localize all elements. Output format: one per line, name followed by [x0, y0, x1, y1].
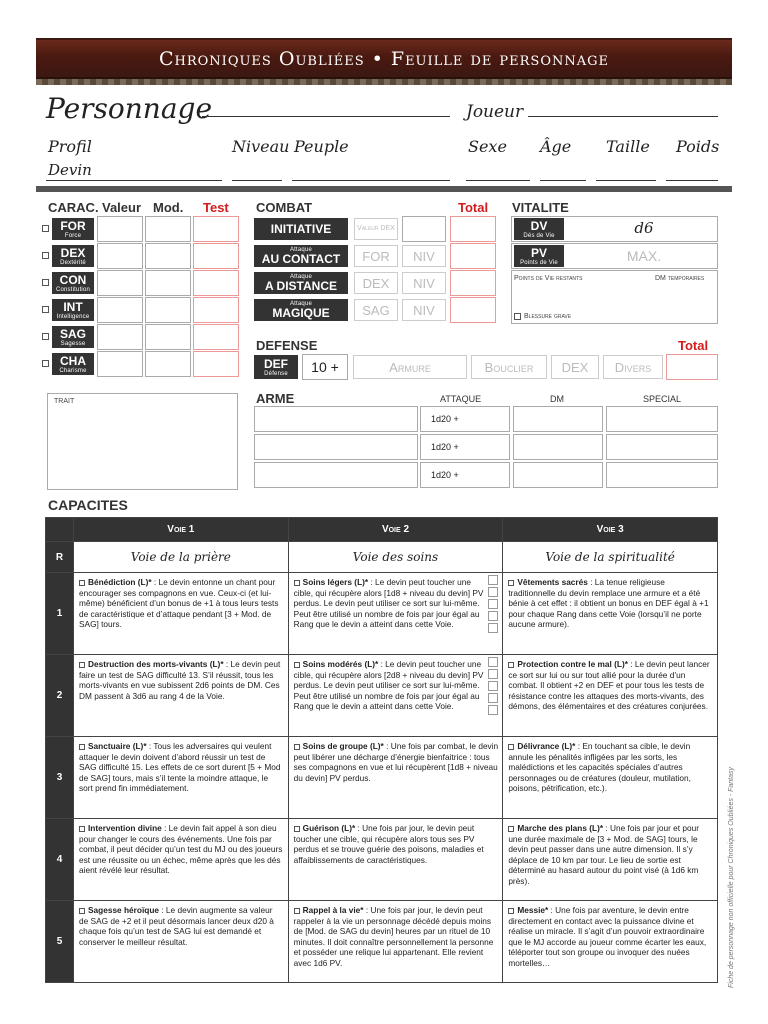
capacite-checkbox[interactable] [79, 908, 85, 914]
peuple-label: Peuple [294, 137, 349, 156]
rank-number: 4 [46, 819, 74, 901]
capacite-cell [74, 737, 289, 819]
capacite-checkbox[interactable] [79, 662, 85, 668]
capacite-cell [503, 573, 718, 655]
contact-for-ghost: FOR [354, 245, 398, 267]
distance-dex-ghost: DEX [354, 272, 398, 294]
carac-test-field[interactable] [193, 270, 239, 296]
carac-mod-field[interactable] [145, 297, 191, 323]
capacite-row [46, 655, 718, 737]
trait-label: TRAIT [54, 398, 75, 405]
taille-label: Taille [606, 137, 650, 156]
magique-niv-ghost: NIV [402, 299, 446, 321]
carac-valeur-field[interactable] [97, 243, 143, 269]
carac-mod-field[interactable] [145, 270, 191, 296]
carac-row [40, 216, 240, 242]
uses-checkboxes [488, 575, 498, 633]
capacite-cell [288, 655, 503, 737]
capacite-text: : Le devin fait appel à son dieu pour changer le cours des événements. Une fois par combat, il peut décider qu’un test du MJ ou des joueurs est une réussite ou un échec, même après que les dés aient révélé leur résultat. [79, 823, 283, 876]
initiative-mod-field[interactable] [402, 216, 446, 242]
capacite-title: Sanctuaire (L)* [88, 741, 147, 751]
carac-checkbox[interactable] [42, 279, 49, 286]
def-sub: Défense [264, 371, 288, 377]
capacite-cell [288, 901, 503, 983]
carac-fullname: Intelligence [56, 314, 90, 320]
carac-valeur-header: Valeur [102, 200, 142, 215]
capacite-checkbox[interactable] [508, 826, 514, 832]
sheet-banner [36, 38, 732, 80]
capacite-text: : Le devin peut toucher une cible, qui récupère alors [2d8 + niveau du devin] PV perdus. Le devin peut utiliser ce sort sur lui-même. Peut être utilisé un nombre de fois par jour égal au Rang que le devin a atteint dans cette Voie. [293, 659, 484, 712]
capacite-cell [503, 737, 718, 819]
arme-special-header: SPECIAL [643, 394, 682, 404]
carac-mod-header: Mod. [153, 200, 184, 215]
arme-special-field[interactable] [606, 434, 718, 460]
carac-checkbox[interactable] [42, 360, 49, 367]
carac-mod-field[interactable] [145, 216, 191, 242]
carac-row [40, 324, 240, 350]
capacite-checkbox[interactable] [294, 580, 300, 586]
personnage-label: Personnage [46, 92, 213, 125]
carac-checkbox[interactable] [42, 306, 49, 313]
use-checkbox[interactable] [488, 681, 498, 691]
capacite-text: : Le devin entonne un chant pour encourager ses compagnons en vue. Ceux-ci (et lui-même) bénéficient d’un bonus de +1 à tous leurs tests de caractéristique et d’attaque pendant [3 + Mod. de SAG] tours. [79, 577, 279, 630]
pv-max-ghost[interactable]: MAX. [626, 248, 662, 264]
capacite-title: Marche des plans (L)* [517, 823, 604, 833]
carac-valeur-field[interactable] [97, 324, 143, 350]
carac-valeur-field[interactable] [97, 351, 143, 377]
capacite-row [46, 901, 718, 983]
arme-name-field[interactable] [254, 434, 418, 460]
arme-attaque-header: ATTAQUE [440, 394, 482, 404]
magique-sag-ghost: SAG [354, 299, 398, 321]
magique-total-field[interactable] [450, 297, 496, 323]
carac-checkbox[interactable] [42, 225, 49, 232]
carac-label [52, 326, 94, 348]
contact-text: AU CONTACT [261, 252, 341, 266]
use-checkbox[interactable] [488, 693, 498, 703]
capacite-title: Délivrance (L)* [517, 741, 576, 751]
capacite-text: : Le devin peut toucher une cible, qui récupère alors [1d8 + niveau du devin] PV perdus. Le devin peut utiliser ce sort sur lui-même. Peut être utilisé un nombre de fois par jour égal au Rang que le devin a atteint dans cette Voie. [293, 577, 484, 630]
carac-label [52, 245, 94, 267]
armure-ghost[interactable]: Armure [353, 355, 467, 379]
side-note [718, 760, 735, 1000]
carac-abbr: SAG [59, 327, 86, 341]
carac-fullname: Force [64, 233, 82, 239]
rank-number: 2 [46, 655, 74, 737]
bouclier-ghost[interactable]: Bouclier [471, 355, 547, 379]
capacite-title: Soins de groupe (L)* [302, 741, 384, 751]
distance-text: A DISTANCE [265, 279, 337, 293]
capacite-cell [74, 819, 289, 901]
initiative-total-field[interactable] [450, 216, 496, 242]
capacite-checkbox[interactable] [294, 908, 300, 914]
distance-sub: Attaque [289, 274, 313, 280]
capacite-text: : Une fois par jour, le devin peut rappeler à la vie un personnage décédé depuis moins de [Mod. de SAG du devin] heures par un rituel de 10 minutes. Il doit connaître personnellement la personne et posséder une relique lui appartenant. Elle revient avec 1d6 PV. [293, 905, 494, 968]
def-label [254, 355, 298, 379]
use-checkbox[interactable] [488, 599, 498, 609]
contact-label [254, 245, 348, 267]
rank-number: 5 [46, 901, 74, 983]
capacite-text: : Le devin augmente sa valeur de SAG de +2 et il peut désormais lancer deux d20 à chaque fois qu’un test de SAG lui est demandé et conserver le meilleur résultat. [79, 905, 274, 947]
use-checkbox[interactable] [488, 575, 498, 585]
use-checkbox[interactable] [488, 611, 498, 621]
carac-fullname: Sagesse [60, 341, 86, 347]
arme-dm-field[interactable] [513, 434, 603, 460]
defense-total-header: Total [678, 338, 709, 353]
use-checkbox[interactable] [488, 587, 498, 597]
capacite-title: Sagesse héroïque [88, 905, 160, 915]
initiative-dex-ghost: Valeur DEX [354, 218, 398, 240]
arme-dm-header: DM [550, 394, 564, 404]
blessure-label: Blessure grave [524, 313, 572, 320]
carac-label [52, 218, 94, 240]
capacite-checkbox[interactable] [79, 580, 85, 586]
sexe-label: Sexe [468, 137, 507, 156]
joueur-input[interactable] [528, 116, 718, 117]
capacite-text: : Le devin peut lancer ce sort sur lui ou sur tout allié pour la durée d’un combat. Il obtient +2 en DEF et pour tous les tests de résistance contre les attaques des morts-vivants, des démons, des élémentaires et des créatures conjurées. [508, 659, 710, 712]
carac-row [40, 351, 240, 377]
capacite-title: Guérison (L)* [302, 823, 356, 833]
dv-text: DV [530, 219, 548, 233]
pv-restants-label: Points de Vie restants [514, 275, 583, 282]
use-checkbox[interactable] [488, 657, 498, 667]
capacite-checkbox[interactable] [508, 744, 514, 750]
arme-special-field[interactable] [606, 406, 718, 432]
carac-fullname: Charisme [59, 368, 87, 374]
niveau-input[interactable] [232, 180, 282, 181]
pv-label [514, 245, 564, 267]
dv-value[interactable]: d6 [634, 219, 654, 237]
carac-mod-field[interactable] [145, 243, 191, 269]
header-separator [36, 186, 732, 192]
carac-label [52, 353, 94, 375]
carac-test-field[interactable] [193, 297, 239, 323]
capacite-checkbox[interactable] [294, 662, 300, 668]
side-note-text: Fiche de personnage non officielle pour Chroniques Oubliées - Fantasy [728, 766, 735, 988]
voie-2-header: Voie 2 [288, 518, 503, 542]
capacite-cell [503, 655, 718, 737]
dm-temp-label: DM temporaires [655, 275, 705, 282]
capacite-title: Soins modérés (L)* [302, 659, 379, 669]
magique-text: MAGIQUE [272, 306, 330, 320]
carac-test-header: Test [203, 200, 229, 215]
vitalite-header: VITALITE [512, 200, 569, 215]
carac-label [52, 299, 94, 321]
def-total-field[interactable] [666, 354, 718, 380]
carac-abbr: DEX [60, 246, 86, 260]
rank-number: 1 [46, 573, 74, 655]
capacite-cell [288, 819, 503, 901]
carac-test-field[interactable] [193, 216, 239, 242]
capacite-text: : Tous les adversaires qui veulent attaquer le devin doivent d’abord réussir un test de SAG difficulté 15. Les effets de ce sort durent [5 + Mod de SAG] tours, mais s’il tente la moindre attaque, le sort prend fin immédiatement. [79, 741, 281, 794]
capacites-header-row [46, 518, 718, 542]
capacite-text: : Le devin peut faire un test de SAG difficulté 13. S’il réussit, tous les morts-vivants en vue subissent 2d6 points de DM. Ces DM passent à 3d6 au rang 4 de la Voie. [79, 659, 281, 701]
capacite-cell [288, 573, 503, 655]
capacites-corner [46, 518, 74, 542]
carac-abbr: CON [59, 273, 87, 287]
capacite-cell [288, 737, 503, 819]
contact-total-field[interactable] [450, 243, 496, 269]
carac-checkbox[interactable] [42, 333, 49, 340]
capacite-text: : Une fois par jour et pour une durée maximale de [3 + Mod. de SAG] tours, le devin peut passer dans une autre dimension. Il s’y déplace de 10 km par tour. Le lieu de sortie est déterminé au hasard autour du point visé (à 1d6 km près). [508, 823, 700, 886]
magique-label [254, 299, 348, 321]
arme-special-field[interactable] [606, 462, 718, 488]
arme-attaque-field[interactable]: 1d20 + [420, 434, 510, 460]
sheet-title: Chroniques Oubliées • Feuille de personnage [158, 47, 610, 70]
capacite-text: : Une fois par combat, le devin peut libérer une décharge d’énergie bienfaitrice : tous ses compagnons en vue et lui récupèrent [1d8 + niveau du devin] PV perdus. [293, 741, 499, 783]
pv-text: PV [530, 246, 547, 260]
capacite-cell [503, 819, 718, 901]
pv-sub: Points de Vie [520, 260, 558, 266]
arme-name-field[interactable] [254, 462, 418, 488]
arme-name-field[interactable] [254, 406, 418, 432]
arme-header: ARME [256, 391, 295, 406]
capacite-title: Rappel à la vie* [302, 905, 364, 915]
divers-ghost[interactable]: Divers [603, 355, 663, 379]
capacite-title: Protection contre le mal (L)* [517, 659, 628, 669]
capacite-checkbox[interactable] [294, 744, 300, 750]
capacite-checkbox[interactable] [508, 662, 514, 668]
rank-header: R [46, 542, 74, 573]
distance-total-field[interactable] [450, 270, 496, 296]
voie-3-name[interactable]: Voie de la spiritualité [503, 542, 718, 573]
carac-label [52, 272, 94, 294]
carac-row [40, 243, 240, 269]
arme-dm-field[interactable] [513, 406, 603, 432]
capacite-text: : La tenue religieuse traditionnelle du devin remplace une armure et a été bénie à cet effet : il obtient un bonus en DEF égal à +1 pour chaque Rang dans cette Voie (lorsqu’il ne porte aucune armure). [508, 577, 709, 630]
arme-attaque-field[interactable]: 1d20 + [420, 406, 510, 432]
def-base: 10 + [302, 354, 348, 380]
carac-abbr: FOR [60, 219, 86, 233]
profil-input-line [46, 180, 222, 181]
combat-total-header: Total [458, 200, 489, 215]
trait-box[interactable] [47, 393, 238, 490]
capacite-cell [74, 901, 289, 983]
combat-header: COMBAT [256, 200, 313, 215]
blessure-grave [514, 313, 571, 320]
uses-checkboxes [488, 657, 498, 715]
capacites-table [45, 517, 718, 983]
voie-1-name[interactable]: Voie de la prière [74, 542, 289, 573]
carac-valeur-field[interactable] [97, 297, 143, 323]
carac-mod-field[interactable] [145, 351, 191, 377]
capacite-text: : En touchant sa cible, le devin annule les pénalités infligées par les sorts, les malédictions et les capacités spéciales d’autres personnages ou de créatures (douleur, mutilation, poisons, pétrification, etc.). [508, 741, 691, 794]
voie-3-header: Voie 3 [503, 518, 718, 542]
capacite-checkbox[interactable] [508, 908, 514, 914]
capacite-cell [503, 901, 718, 983]
carac-abbr: CHA [60, 354, 86, 368]
rank-number: 3 [46, 737, 74, 819]
defense-header: DEFENSE [256, 338, 318, 353]
carac-mod-field[interactable] [145, 324, 191, 350]
blessure-checkbox[interactable] [514, 313, 521, 320]
def-dex-ghost[interactable]: DEX [551, 355, 599, 379]
capacite-checkbox[interactable] [79, 744, 85, 750]
personnage-input[interactable] [202, 116, 450, 117]
capacite-row [46, 737, 718, 819]
taille-input[interactable] [596, 180, 656, 181]
dv-label [514, 218, 564, 240]
age-label: Âge [540, 137, 572, 156]
carac-fullname: Constitution [55, 287, 91, 293]
capacite-row [46, 819, 718, 901]
capacite-title: Messie* [517, 905, 549, 915]
capacite-text: : Une fois par jour, le devin peut toucher une cible, qui récupère alors tous ses PV perdus et se trouve guérie des poisons, maladies et affaiblissements de caractéristiques. [293, 823, 484, 865]
age-input[interactable] [540, 180, 586, 181]
def-text: DEF [264, 357, 288, 371]
dv-sub: Dés de Vie [523, 233, 555, 239]
poids-label: Poids [676, 137, 720, 156]
distance-label [254, 272, 348, 294]
profil-label: Profil [48, 137, 92, 156]
capacite-title: Destruction des morts-vivants (L)* [88, 659, 224, 669]
capacite-checkbox[interactable] [79, 826, 85, 832]
capacite-checkbox[interactable] [294, 826, 300, 832]
joueur-label: Joueur [466, 102, 524, 122]
carac-test-field[interactable] [193, 351, 239, 377]
capacite-row [46, 573, 718, 655]
initiative-label: INITIATIVE [254, 218, 348, 240]
capacites-header: CAPACITES [48, 497, 128, 513]
carac-fullname: Dextérité [60, 260, 86, 266]
peuple-input[interactable] [292, 180, 450, 181]
use-checkbox[interactable] [488, 705, 498, 715]
carac-valeur-field[interactable] [97, 270, 143, 296]
voie-2-name[interactable]: Voie des soins [288, 542, 503, 573]
arme-attaque-field[interactable]: 1d20 + [420, 462, 510, 488]
carac-abbr: INT [63, 300, 83, 314]
magique-sub: Attaque [289, 301, 313, 307]
carac-test-field[interactable] [193, 243, 239, 269]
voie-names-row [46, 542, 718, 573]
contact-niv-ghost: NIV [402, 245, 446, 267]
carac-row [40, 270, 240, 296]
distance-niv-ghost: NIV [402, 272, 446, 294]
capacite-checkbox[interactable] [508, 580, 514, 586]
banner-ribbon [36, 79, 732, 85]
capacite-title: Bénédiction (L)* [88, 577, 152, 587]
capacite-cell [74, 655, 289, 737]
carac-header: CARAC. [48, 200, 99, 215]
carac-row [40, 297, 240, 323]
arme-dm-field[interactable] [513, 462, 603, 488]
capacite-text: : Une fois par aventure, le devin entre directement en contact avec la puissance divine et réalise un miracle. Il s’agit d’un pouvoir extraordinaire que le MJ accorde au joueur comme écarter les eaux, téléporter tout son groupe ou invoquer des nuées mortelles… [508, 905, 707, 968]
carac-test-field[interactable] [193, 324, 239, 350]
capacite-title: Vêtements sacrés [517, 577, 588, 587]
capacite-cell [74, 573, 289, 655]
profil-value[interactable]: Devin [48, 161, 92, 179]
use-checkbox[interactable] [488, 623, 498, 633]
use-checkbox[interactable] [488, 669, 498, 679]
carac-rows [40, 216, 240, 384]
capacite-title: Soins légers (L)* [302, 577, 369, 587]
carac-valeur-field[interactable] [97, 216, 143, 242]
carac-checkbox[interactable] [42, 252, 49, 259]
voie-1-header: Voie 1 [74, 518, 289, 542]
poids-input[interactable] [666, 180, 718, 181]
contact-sub: Attaque [289, 247, 313, 253]
capacite-title: Intervention divine [88, 823, 162, 833]
niveau-label: Niveau [232, 137, 290, 156]
sexe-input[interactable] [466, 180, 530, 181]
